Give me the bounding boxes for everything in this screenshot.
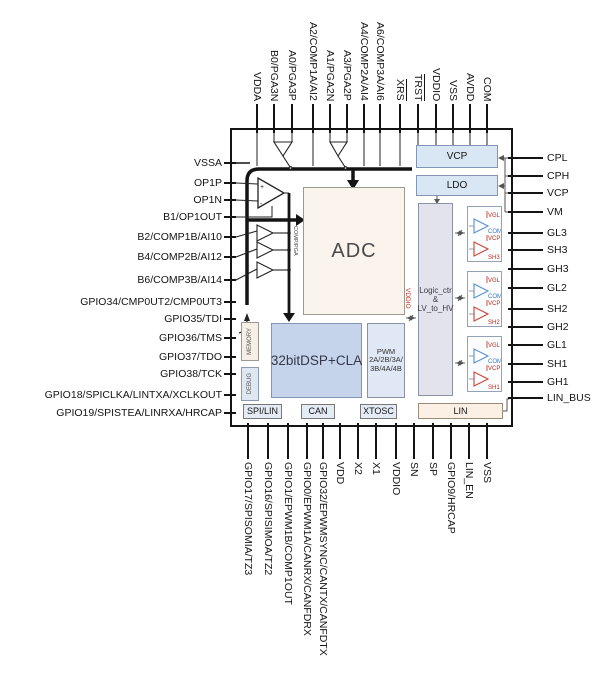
pin-label-right-lin-bus: LIN_BUS [547, 392, 591, 404]
ref-label: COM [488, 294, 501, 300]
pin-label-bottom-sp: SP [427, 462, 439, 477]
can-block [301, 404, 335, 419]
pin-label-top-avdd: AVDD [464, 72, 476, 101]
pin-label-top-xrs: XRS [394, 79, 406, 101]
pin-label-left-b6-comp3b-ai14: B6/COMP3B/AI14 [137, 274, 222, 286]
arrow-hook-up [244, 313, 250, 321]
pin-label-bottom-vdd: VDD [334, 462, 346, 485]
ldo-block [416, 175, 498, 196]
pwm-label: PWM [376, 346, 396, 356]
pin-label-top-a4-comp2a-ai4: A4/COMP2A/AI4 [358, 22, 370, 101]
pin-label-left-b2-comp1b-ai10: B2/COMP1B/AI10 [137, 231, 222, 243]
pin-label-left-gpio34-cmp0ut2-cmp0ut3: GPIO34/CMP0UT2/CMP0UT3 [80, 296, 222, 308]
adc-label: ADC [331, 239, 377, 262]
pin-label-right-sh3: SH3 [547, 244, 568, 256]
pin-label-left-b4-comp2b-ai12: B4/COMP2B/AI12 [137, 251, 222, 263]
arrow-into-vcp [498, 155, 504, 161]
pin-label-top-a2-comp1a-ai2: A2/COMP1A/AI2 [307, 22, 319, 101]
gate-driver-cell-sh3 [467, 206, 502, 262]
pin-label-top-vdda: VDDA [251, 71, 263, 101]
pin-label-left-b1-op1out: B1/OP1OUT [163, 211, 222, 223]
rail-label: VGL [488, 213, 501, 219]
xtosc-label: XTOSC [363, 406, 394, 417]
pin-label-right-gl2: GL2 [547, 282, 567, 294]
arrow-dsp-top [283, 313, 295, 322]
pin-label-left-gpio35-tdi: GPIO35/TDI [164, 313, 222, 325]
can-label: CAN [308, 406, 328, 417]
debug-label: DEBUG [246, 373, 253, 395]
highside-buffer-icon [474, 372, 488, 386]
pin-label-right-cph: CPH [547, 170, 570, 182]
comparator-icons [236, 225, 289, 280]
pin-label-top-vss: VSS [447, 79, 459, 101]
pga-switch-icon [274, 142, 347, 169]
pin-label-right-cpl: CPL [547, 152, 568, 164]
highside-buffer-icon [474, 242, 488, 256]
pin-label-left-gpio37-tdo: GPIO37/TDO [158, 351, 222, 363]
pin-label-bottom-lin-en: LIN_EN [463, 462, 475, 499]
pin-label-bottom-vddio: VDDIO [390, 462, 402, 496]
pin-label-left-gpio38-tck: GPIO38/TCK [160, 368, 222, 380]
svg-text:+: + [260, 184, 265, 191]
pin-label-bottom-vss: VSS [481, 462, 493, 484]
lowside-buffer-icon [474, 349, 488, 363]
arrow-into-ldo [498, 183, 504, 189]
pin-label-right-gl3: GL3 [547, 227, 567, 239]
pin-label-top-com: COM [481, 76, 493, 101]
junction-dot [287, 218, 290, 221]
net-label-comp-bus: COMP/PGA [292, 226, 298, 256]
rail-label: VCP [488, 366, 501, 372]
pin-label-top-a1-pga2n: A1/PGA2N [324, 49, 336, 101]
pin-label-bottom-gpio32-epwmsync-cantx-canfdtx: GPIO32/EPWMSYNC/CANTX/CANFDTX [317, 462, 329, 656]
pin-label-right-gh2: GH2 [547, 321, 569, 333]
pin-label-left-op1p: OP1P [193, 177, 222, 189]
logic-label: Logic_ctr [419, 285, 452, 295]
lin-label: LIN [453, 405, 468, 416]
pin-label-left-op1n: OP1N [193, 194, 222, 206]
ref-label: COM [488, 359, 501, 365]
pin-label-top-b0-pga3n: B0/PGA3N [268, 49, 280, 101]
logic-block [418, 203, 453, 396]
logic-label-lvhv: LV_to_HV [417, 304, 454, 314]
pin-label-bottom-x1: X1 [370, 462, 382, 475]
pin-label-right-gh3: GH3 [547, 263, 569, 275]
pin-label-bottom-gpio0-epwm1a-canrx-canfdrx: GPIO0/EPWM1A/CANRX/CANFDRX [301, 462, 313, 636]
pin-label-top-a6-comp3a-ai6: A6/COMP3A/AI6 [374, 22, 386, 101]
spi-lin-block [243, 404, 282, 419]
pin-label-left-gpio19-spistea-linrxa-hrcap: GPIO19/SPISTEA/LINRXA/HRCAP [56, 407, 222, 419]
lowside-buffer-icon [474, 284, 488, 298]
lowside-buffer-icon [474, 219, 488, 233]
gate-driver-cell-sh2 [467, 271, 502, 327]
pin-label-left-gpio18-spiclka-lintxa-xclkout: GPIO18/SPICLKA/LINTXA/XCLKOUT [44, 389, 222, 401]
pin-label-top-a3-pga2p: A3/PGA2P [341, 50, 353, 101]
pin-label-left-gpio36-tms: GPIO36/TMS [158, 332, 222, 344]
vcp-label: VCP [446, 150, 468, 162]
debug-block [241, 367, 259, 401]
rail-label: VGL [488, 343, 501, 349]
phase-label: SH3 [488, 255, 500, 261]
pin-label-bottom-x2: X2 [352, 462, 364, 475]
spi-lin-label: SPI/LIN [246, 406, 278, 417]
pin-label-top-vddio: VDDIO [430, 67, 442, 101]
pin-label-right-gl1: GL1 [547, 339, 567, 351]
pin-label-right-vm: VM [547, 206, 563, 218]
ref-label: COM [488, 229, 501, 235]
pin-label-right-sh1: SH1 [547, 358, 568, 370]
pin-label-top-a0-pga3p: A0/PGA3P [286, 50, 298, 101]
rail-label: VCP [488, 301, 501, 307]
ldo-label: LDO [446, 179, 468, 191]
svg-text:-: - [260, 201, 263, 208]
pwm-channels-1: 2A/2B/3A/ [369, 355, 403, 365]
net-label-vddio: VDDIO [404, 288, 411, 309]
memory-block [241, 322, 259, 361]
adc-block [303, 187, 405, 315]
pin-label-right-vcp: VCP [547, 187, 569, 199]
rail-label: VGL [488, 278, 501, 284]
pin-label-bottom-gpio17-spisomia-tz3: GPIO17/SPISOMIA/TZ3 [242, 462, 254, 576]
pin-label-bottom-gpio9-hrcap: GPIO9/HRCAP [445, 462, 457, 534]
vcp-block [416, 145, 498, 168]
dsp-label: 32bitDSP+CLA [270, 352, 363, 368]
phase-label: SH1 [488, 385, 500, 391]
pwm-channels-2: 3B/4A/4B [370, 363, 402, 373]
dsp-block [271, 323, 362, 398]
opamp-icon [236, 178, 289, 217]
pin-label-left-vssa: VSSA [193, 157, 222, 169]
pin-label-bottom-sn: SN [408, 462, 420, 477]
pin-label-right-sh2: SH2 [547, 303, 568, 315]
pin-label-right-gh1: GH1 [547, 376, 569, 388]
pin-label-top-trst: TRST [412, 73, 424, 101]
logic-label-amp: & [432, 294, 439, 304]
memory-label: MEMORY [246, 328, 253, 355]
pin-label-bottom-gpio1-epwm1b-comp1out: GPIO1/EPWM1B/COMP1OUT [282, 462, 294, 605]
rail-label: VCP [488, 236, 501, 242]
highside-buffer-icon [474, 307, 488, 321]
gate-driver-cell-sh1 [467, 336, 502, 392]
wire-lin-bus [503, 399, 509, 411]
xtosc-block [360, 404, 397, 419]
pin-label-bottom-gpio16-spisimoa-tz2: GPIO16/SPISIMOA/TZ2 [262, 462, 274, 576]
lin-block [418, 403, 503, 419]
phase-label: SH2 [488, 320, 500, 326]
pwm-block [367, 323, 405, 398]
